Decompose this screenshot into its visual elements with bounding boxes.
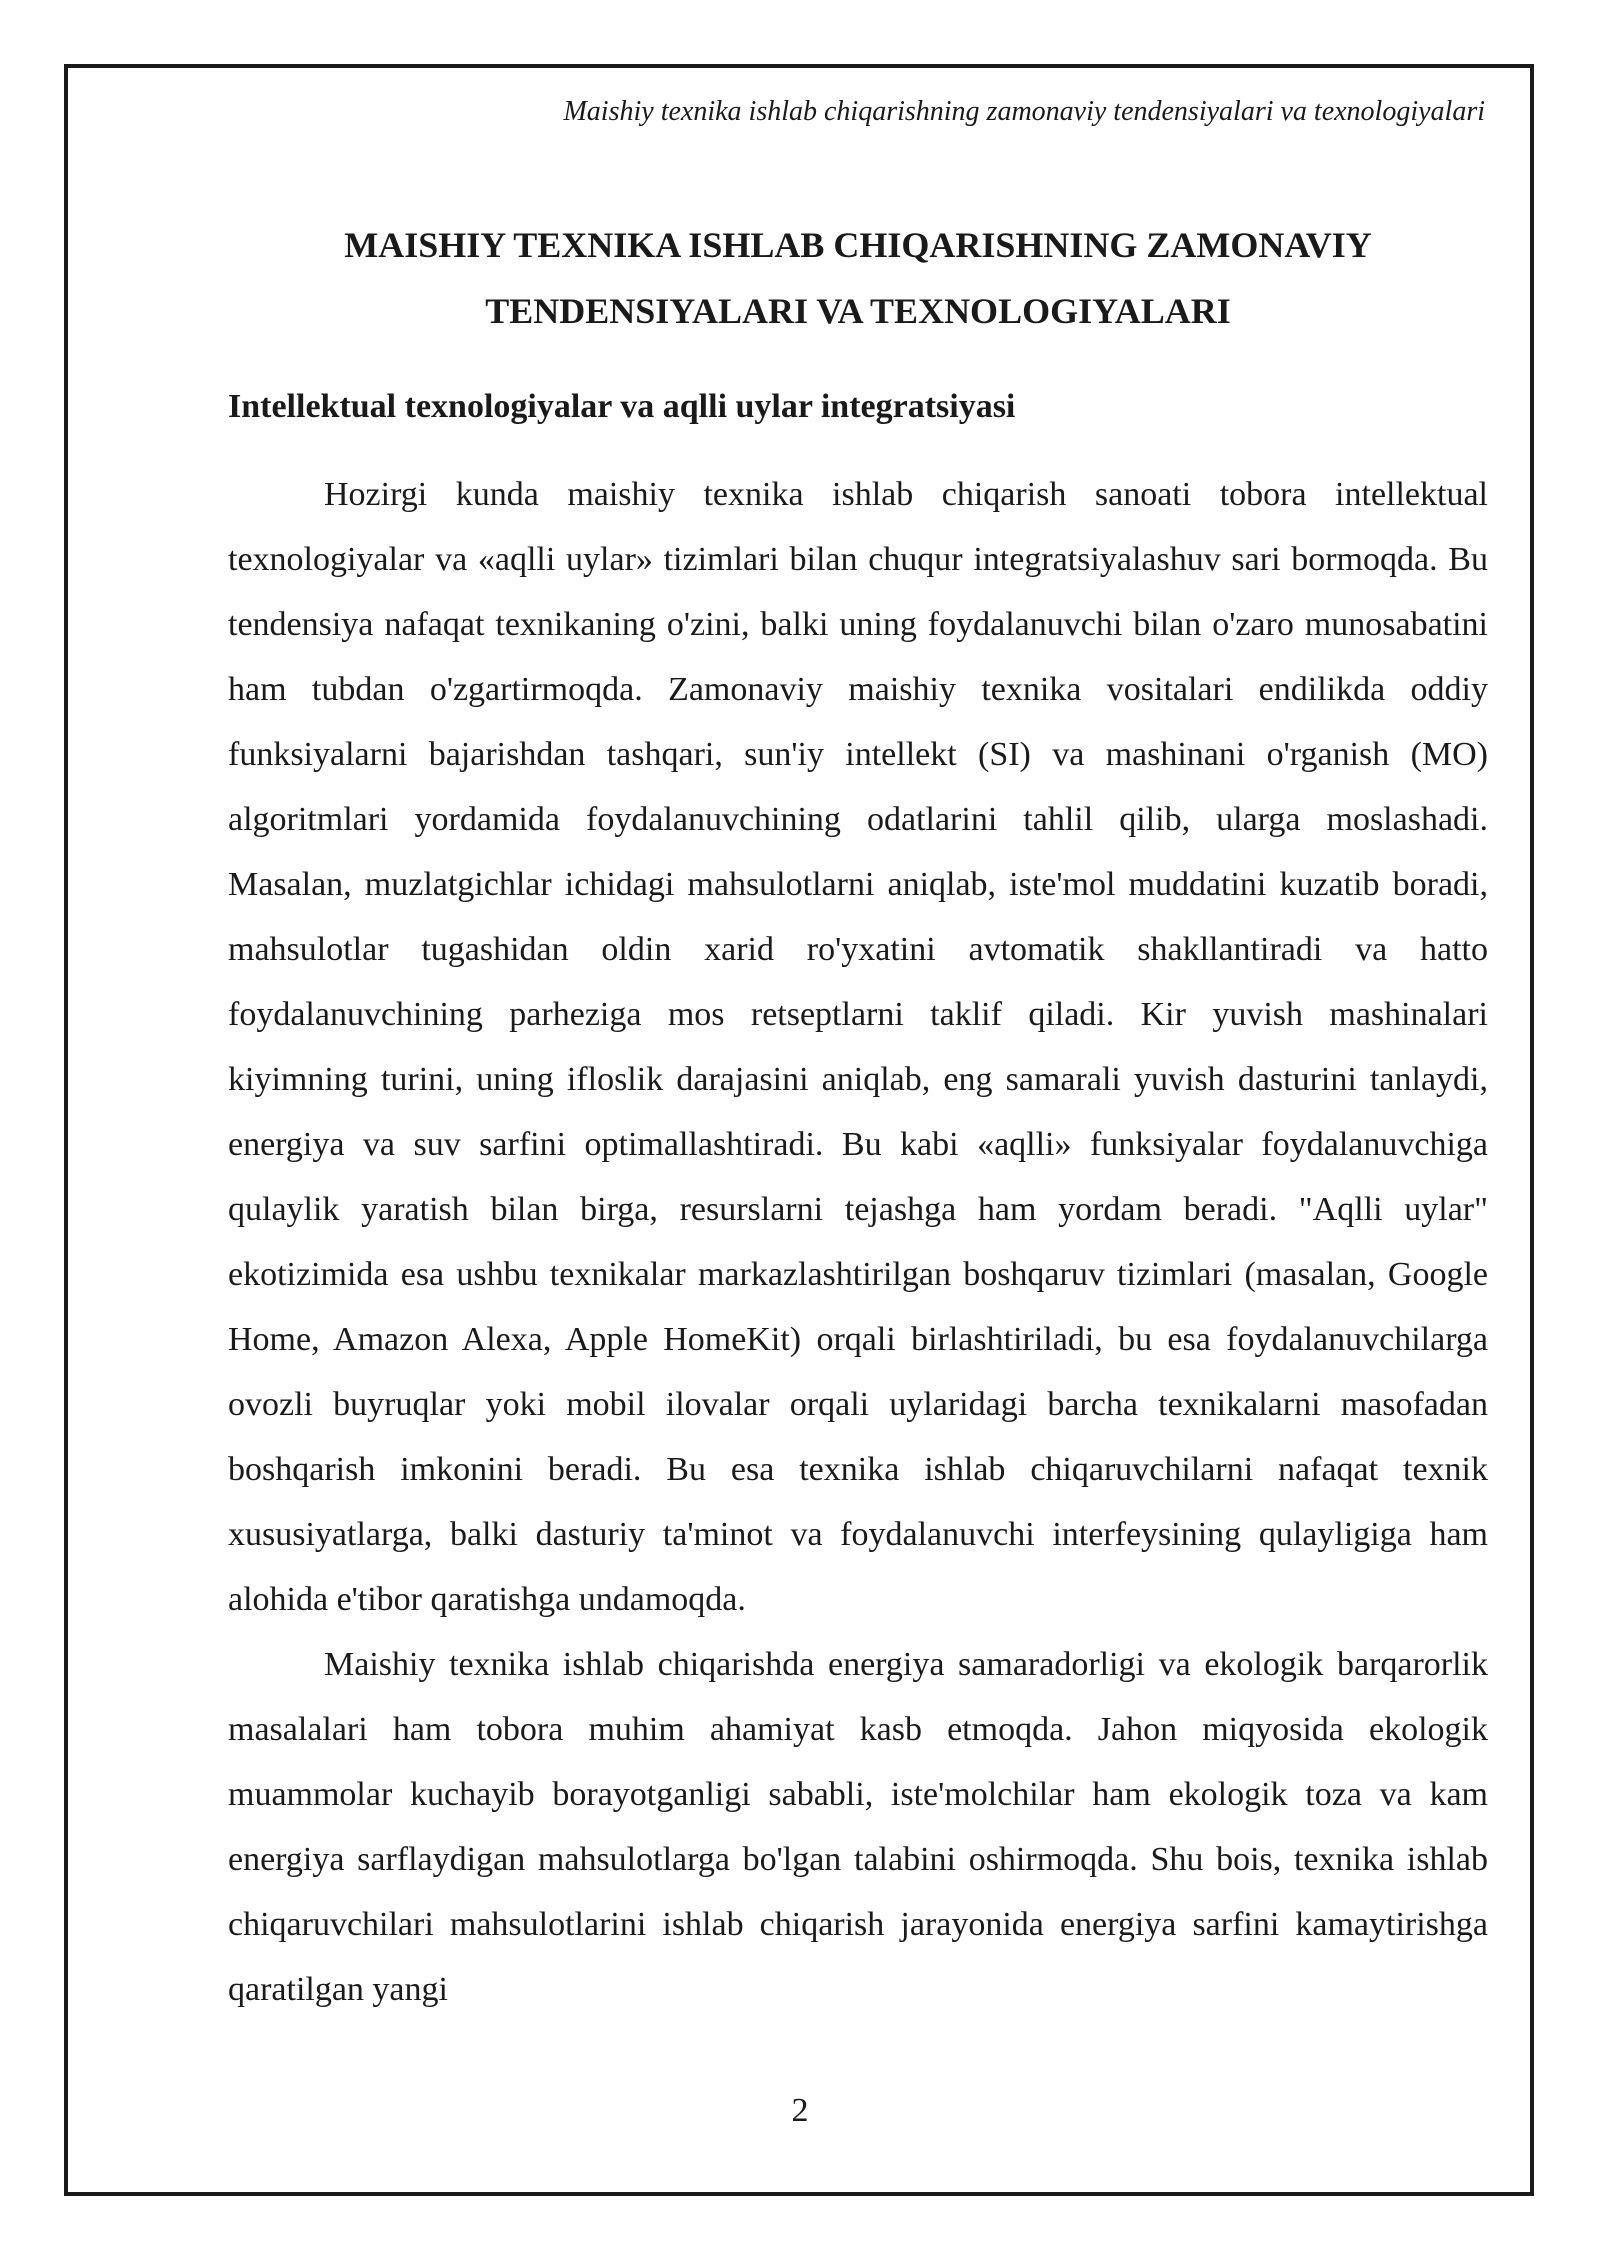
page-number: 2 (791, 2092, 809, 2129)
body-text (228, 462, 1488, 2022)
running-header: Maishiy texnika ishlab chiqarishning zamonaviy tendensiyalari va texnologiyalari (563, 96, 1485, 127)
document-title-line-2: TENDENSIYALARI VA TEXNOLOGIYALARI (485, 291, 1231, 331)
document-title-line-1: MAISHIY TEXNIKA ISHLAB CHIQARISHNING ZAMONAVIY (344, 225, 1372, 265)
paragraph-1: Hozirgi kunda maishiy texnika ishlab chiqarish sanoati tobora intellektual texnologiyalar va «aqlli uylar» tizimlari bilan chuqur integratsiyalashuv sari bormoqda. Bu tendensiya nafaqat texnikaning o'zini, balki uning foydalanuvchi bilan o'zaro munosabatini ham tubdan o'zgartirmoqda. Zamonaviy maishiy texnika vositalari endilikda oddiy funksiyalarni bajarishdan tashqari, sun'iy intellekt (SI) va mashinani o'rganish (MO) algoritmlari yordamida foydalanuvchining odatlarini tahlil qilib, ularga moslashadi. Masalan, muzlatgichlar ichidagi mahsulotlarni aniqlab, iste'mol muddatini kuzatib boradi, mahsulotlar tugashidan oldin xarid ro'yxatini avtomatik shakllantiradi va hatto foydalanuvchining parheziga mos retseptlarni taklif qiladi. Kir yuvish mashinalari kiyimning turini, uning ifloslik darajasini aniqlab, eng samarali yuvish dasturini tanlaydi, energiya va suv sarfini optimallashtiradi. Bu kabi «aqlli» funksiyalar foydalanuvchiga qulaylik yaratish bilan birga, resurslarni tejashga ham yordam beradi. "Aqlli uylar" ekotizimida esa ushbu texnikalar markazlashtirilgan boshqaruv tizimlari (masalan, Google Home, Amazon Alexa, Apple HomeKit) orqali birlashtiriladi, bu esa foydalanuvchilarga ovozli buyruqlar yoki mobil ilovalar orqali uylaridagi barcha texnikalarni masofadan boshqarish imkonini beradi. Bu esa texnika ishlab chiqaruvchilarni nafaqat texnik xususiyatlarga, balki dasturiy ta'minot va foydalanuvchi interfeysining qulayligiga ham alohida e'tibor qaratishga undamoqda. (228, 476, 1488, 1618)
paragraph-2: Maishiy texnika ishlab chiqarishda energiya samaradorligi va ekologik barqarorlik masalalari ham tobora muhim ahamiyat kasb etmoqda. Jahon miqyosida ekologik muammolar kuchayib borayotganligi sababli, iste'molchilar ham ekologik toza va kam energiya sarflaydigan mahsulotlarga bo'lgan talabini oshirmoqda. Shu bois, texnika ishlab chiqaruvchilari mahsulotlarini ishlab chiqarish jarayonida energiya sarfini kamaytirishga qaratilgan yangi (228, 1646, 1488, 2008)
document-title (228, 212, 1488, 344)
section-heading: Intellektual texnologiyalar va aqlli uylar integratsiyasi (228, 388, 1016, 425)
